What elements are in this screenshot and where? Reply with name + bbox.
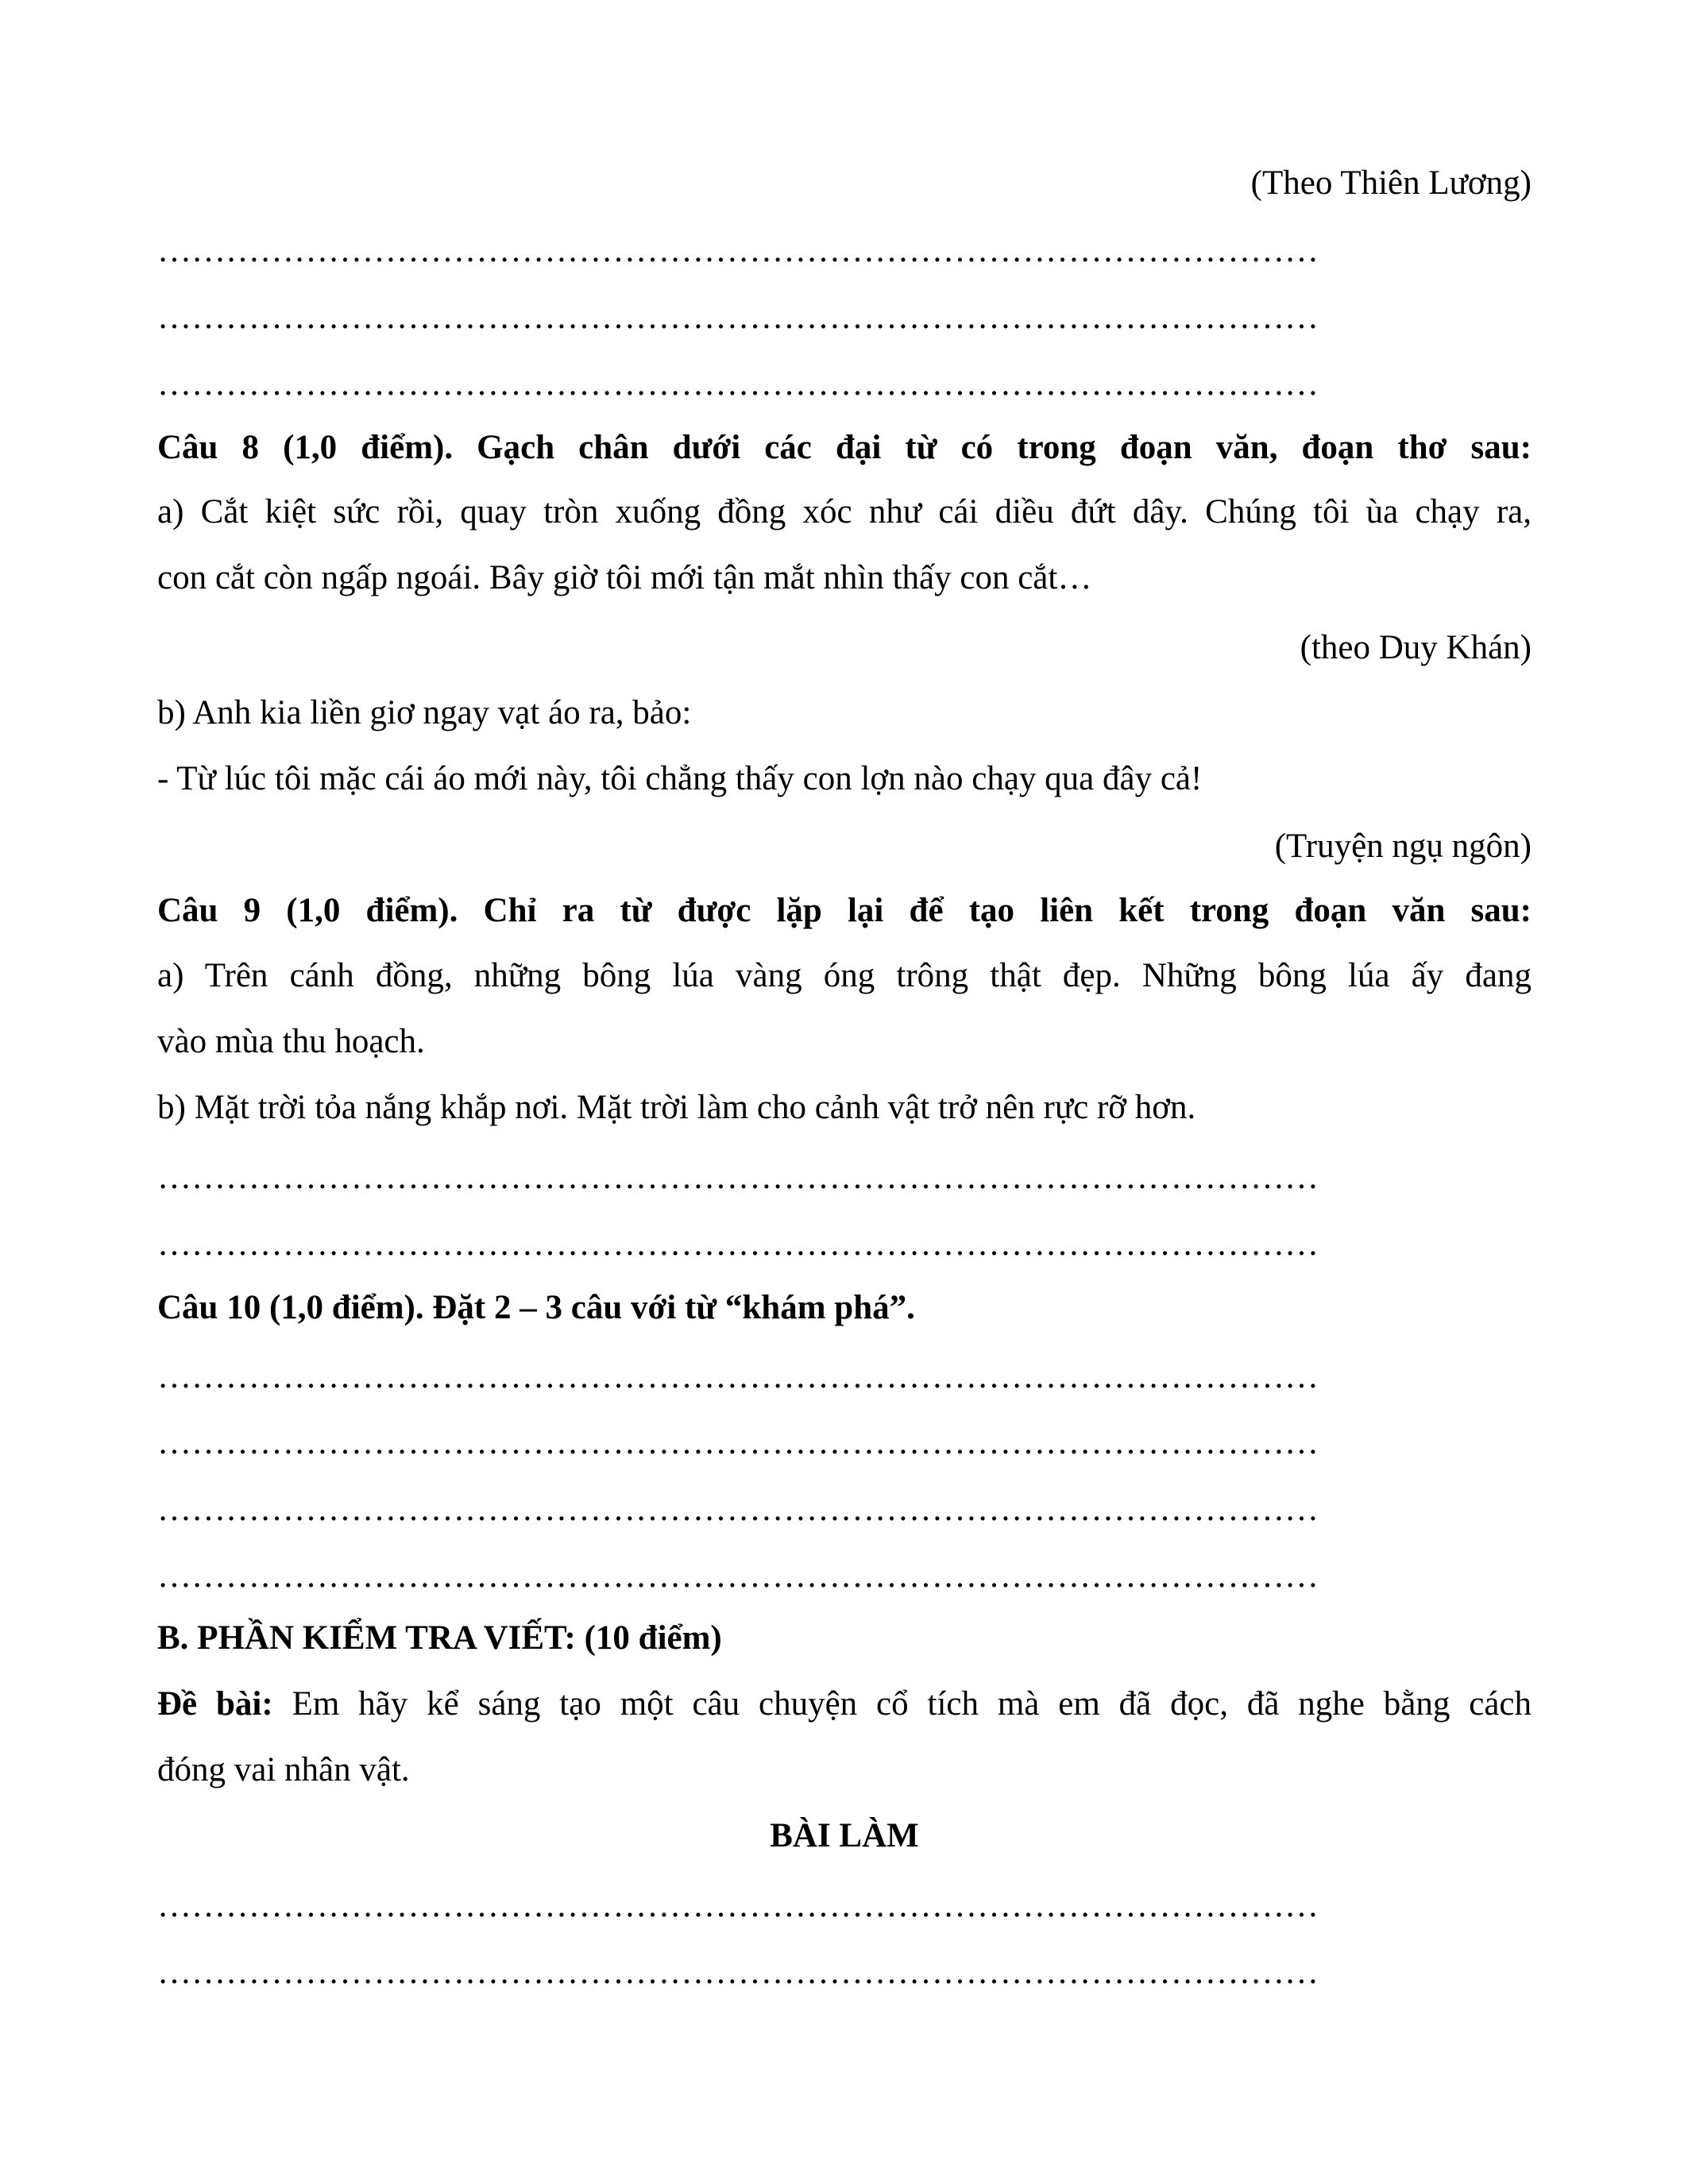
prompt-label: Đề bài: [157, 1685, 273, 1723]
question-9-b-line-1: b) Mặt trời tỏa nắng khắp nơi. Mặt trời làm cho cảnh vật trở nên rực rỡ hơn. [157, 1089, 1196, 1126]
part-b-prompt-line-2: đóng vai nhân vật. [157, 1751, 410, 1788]
question-8-a-credit: (theo Duy Khán) [1300, 629, 1532, 666]
answer-line: ………………………………………………………………………………………… [157, 365, 1319, 403]
answer-line: ………………………………………………………………………………………… [157, 1159, 1319, 1196]
answer-line: ………………………………………………………………………………………… [157, 1358, 1319, 1395]
prompt-text: Em hãy kể sáng tạo một câu chuyện cổ tích mà em đã đọc, đã nghe bằng cách [272, 1685, 1532, 1723]
answer-line: ………………………………………………………………………………………… [157, 232, 1319, 269]
question-8-b-line-2: - Từ lúc tôi mặc cái áo mới này, tôi chẳng thấy con lợn nào chạy qua đây cả! [157, 760, 1203, 797]
question-8-title: Câu 8 (1,0 điểm). Gạch chân dưới các đại từ có trong đoạn văn, đoạn thơ sau: [157, 429, 1532, 466]
answer-line: ………………………………………………………………………………………… [157, 1557, 1319, 1595]
question-8-b-credit: (Truyện ngụ ngôn) [1274, 828, 1532, 865]
answer-line: ………………………………………………………………………………………… [157, 1954, 1319, 1991]
question-8-b-line-1: b) Anh kia liền giơ ngay vạt áo ra, bảo: [157, 694, 692, 731]
answer-line: ………………………………………………………………………………………… [157, 1491, 1319, 1528]
question-9-a-line-1: a) Trên cánh đồng, những bông lúa vàng óng trông thật đẹp. Những bông lúa ấy đang [157, 957, 1532, 994]
part-b-title: B. PHẦN KIỂM TRA VIẾT: (10 điểm) [157, 1619, 722, 1657]
question-9-title: Câu 9 (1,0 điểm). Chỉ ra từ được lặp lại để tạo liên kết trong đoạn văn sau: [157, 892, 1532, 929]
answer-line: ………………………………………………………………………………………… [157, 1424, 1319, 1461]
question-8-a-line-1: a) Cắt kiệt sức rồi, quay tròn xuống đồng xóc như cái diều đứt dây. Chúng tôi ùa chạy ra, [157, 493, 1532, 531]
answer-line: ………………………………………………………………………………………… [157, 299, 1319, 336]
answer-line: ………………………………………………………………………………………… [157, 1225, 1319, 1263]
part-b-prompt-line-1 [157, 1682, 1532, 1727]
answer-heading: BÀI LÀM [770, 1817, 919, 1854]
answer-line: ………………………………………………………………………………………… [157, 1887, 1319, 1924]
question-8-a-line-2: con cắt còn ngấp ngoái. Bây giờ tôi mới tận mắt nhìn thấy con cắt… [157, 559, 1092, 596]
source-credit-thien-luong: (Theo Thiên Lương) [1250, 164, 1532, 202]
question-9-a-line-2: vào mùa thu hoạch. [157, 1023, 425, 1060]
question-10-title: Câu 10 (1,0 điểm). Đặt 2 – 3 câu với từ “khám phá”. [157, 1289, 915, 1326]
